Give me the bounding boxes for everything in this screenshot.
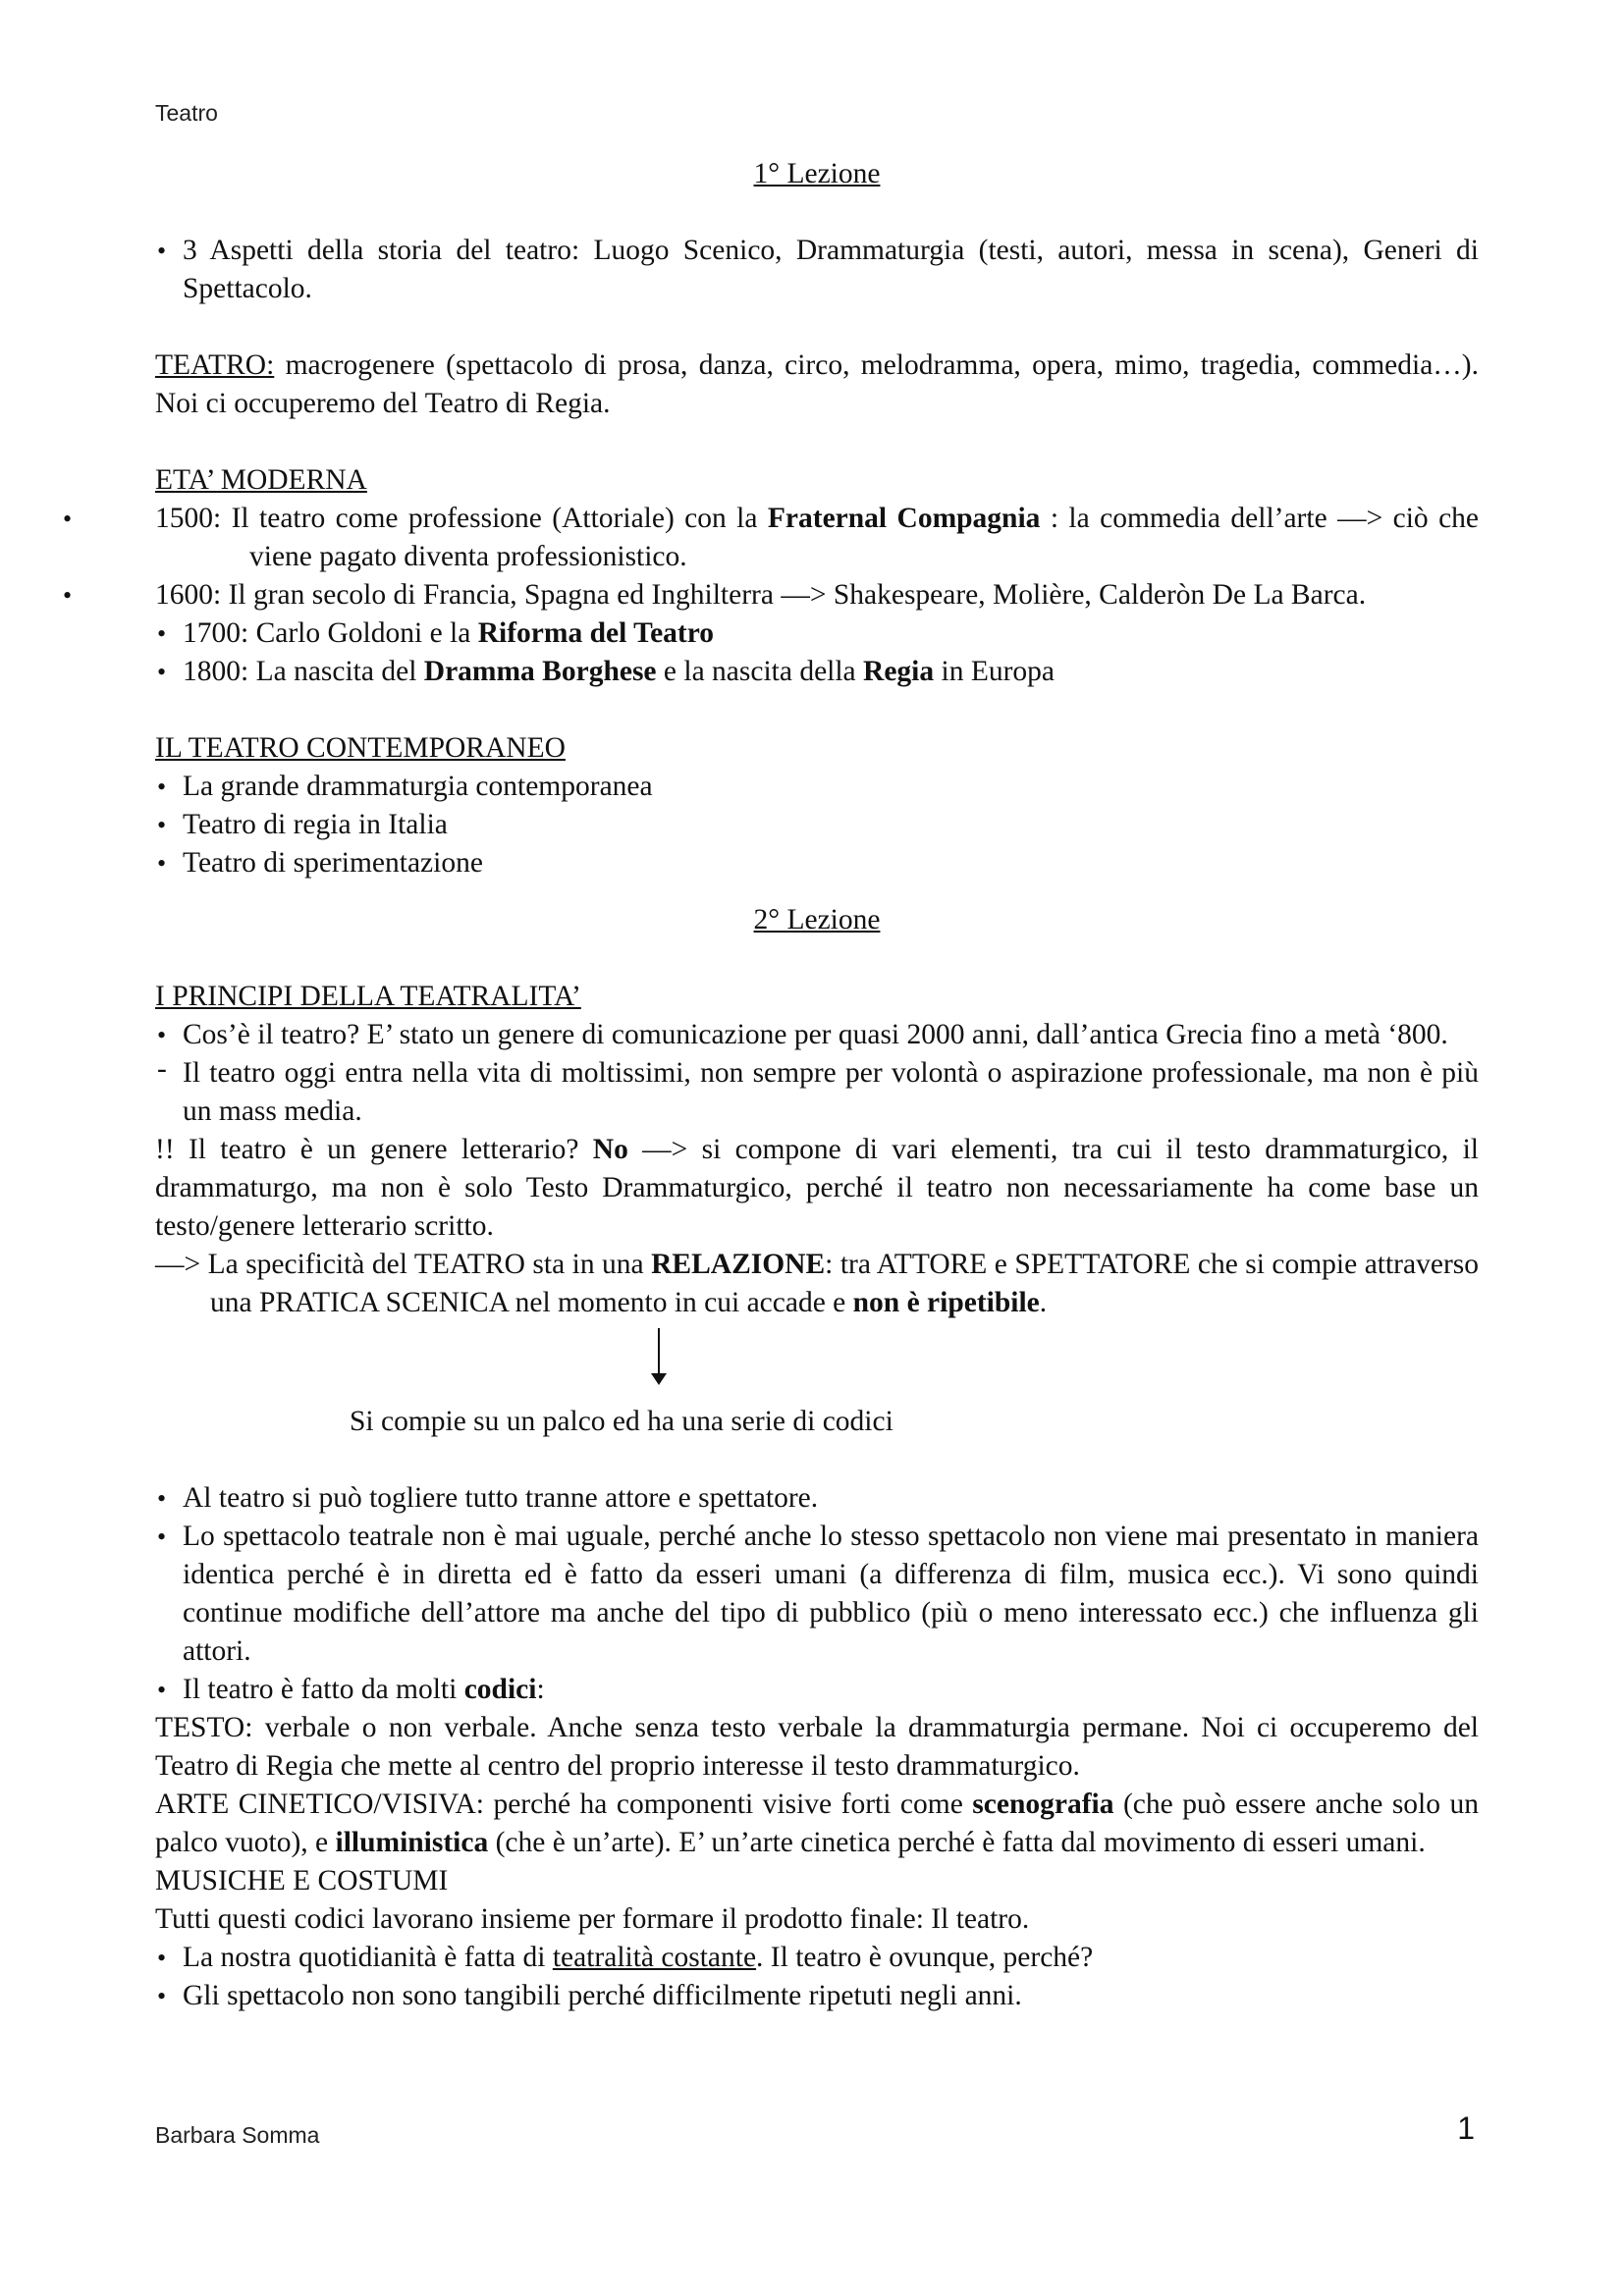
footer-author: Barbara Somma — [155, 2122, 320, 2148]
teatralita-list — [155, 1016, 1479, 1131]
contemporaneo-heading: IL TEATRO CONTEMPORANEO — [155, 732, 566, 764]
list-item: - Il teatro oggi entra nella vita di moltissimi, non sempre per volontà o aspirazione professionale, ma non è più un mass media. — [155, 1054, 1479, 1131]
eta-moderna-list — [155, 500, 1479, 691]
eta-moderna-heading: ETA’ MODERNA — [155, 464, 367, 496]
list-item: • La grande drammaturgia contemporanea — [155, 768, 1479, 806]
palco-note: Si compie su un palco ed ha una serie di codici — [350, 1406, 893, 1437]
arte-paragraph: ARTE CINETICO/VISIVA: perché ha componenti visive forti come scenografia (che può essere anche solo un palco vuoto), e illuministica (che è un’arte). E’ un’arte cinetica perché è fatta dal movimento di esseri umani. — [155, 1789, 1479, 1858]
down-arrow-icon — [155, 1322, 1479, 1403]
list-item: • 1700: Carlo Goldoni e la Riforma del Teatro — [155, 614, 1479, 653]
lezione-2-title: 2° Lezione — [753, 904, 881, 935]
list-item: • Teatro di sperimentazione — [155, 844, 1479, 882]
aspetti-list — [155, 232, 1479, 308]
list-item: • 1500: Il teatro come professione (Attoriale) con la Fraternal Compagnia : la commedia dell’arte —> ciò che viene pagato diventa professionistico. — [155, 500, 1479, 576]
codici-list — [155, 1479, 1479, 1709]
testo-paragraph: TESTO: verbale o non verbale. Anche senza testo verbale la drammaturgia permane. Noi ci occuperemo del Teatro di Regia che mette al centro del proprio interesse il testo drammaturgico. — [155, 1712, 1479, 1782]
specificita-paragraph: —> La specificità del TEATRO sta in una RELAZIONE: tra ATTORE e SPETTATORE che si compie attraverso una PRATICA SCENICA nel momento in cui accade e non è ripetibile. — [155, 1249, 1479, 1318]
genere-paragraph: !! Il teatro è un genere letterario? No —> si compone di vari elementi, tra cui il testo drammaturgico, il drammaturgo, ma non è solo Testo Drammaturgico, perché il teatro non necessariamente ha come base un testo/genere letterario scritto. — [155, 1134, 1480, 1242]
page-header: Teatro — [155, 100, 218, 126]
document-body — [155, 155, 1479, 2015]
list-item: • Gli spettacolo non sono tangibili perché difficilmente ripetuti negli anni. — [155, 1977, 1479, 2015]
teatralita-heading: I PRINCIPI DELLA TEATRALITA’ — [155, 981, 581, 1012]
list-item: • La nostra quotidianità è fatta di teatralità costante. Il teatro è ovunque, perché? — [155, 1939, 1479, 1977]
lezione-1-title: 1° Lezione — [753, 158, 881, 189]
list-item: • Lo spettacolo teatrale non è mai uguale, perché anche lo stesso spettacolo non viene mai presentato in maniera identica perché è in diretta ed è fatto da esseri umani (a differenza di film, musica ecc.). Vi sono quindi continue modifiche dell’attore ma anche del tipo di pubblico (più o meno interessato ecc.) che influenza gli attori. — [155, 1518, 1479, 1671]
page-number: 1 — [1457, 2110, 1475, 2146]
list-item: • Teatro di regia in Italia — [155, 806, 1479, 844]
list-item: • Al teatro si può togliere tutto tranne attore e spettatore. — [155, 1479, 1479, 1518]
list-item: • Il teatro è fatto da molti codici: — [155, 1671, 1479, 1709]
musiche-line: MUSICHE E COSTUMI — [155, 1865, 449, 1896]
final-list — [155, 1939, 1479, 2015]
list-item: • 3 Aspetti della storia del teatro: Luogo Scenico, Drammaturgia (testi, autori, messa in scena), Generi di Spettacolo. — [155, 232, 1479, 308]
teatro-definition: TEATRO: macrogenere (spettacolo di prosa, danza, circo, melodramma, opera, mimo, tragedia, commedia…). Noi ci occuperemo del Teatro di Regia. — [155, 349, 1479, 419]
insieme-line: Tutti questi codici lavorano insieme per formare il prodotto finale: Il teatro. — [155, 1903, 1030, 1935]
list-item: • 1800: La nascita del Dramma Borghese e la nascita della Regia in Europa — [155, 653, 1479, 691]
list-item: • Cos’è il teatro? E’ stato un genere di comunicazione per quasi 2000 anni, dall’antica Grecia fino a metà ‘800. — [155, 1016, 1479, 1054]
teatro-label: TEATRO: — [155, 349, 275, 381]
contemporaneo-list — [155, 768, 1479, 882]
list-item: • 1600: Il gran secolo di Francia, Spagna ed Inghilterra —> Shakespeare, Molière, Calderòn De La Barca. — [155, 576, 1479, 614]
